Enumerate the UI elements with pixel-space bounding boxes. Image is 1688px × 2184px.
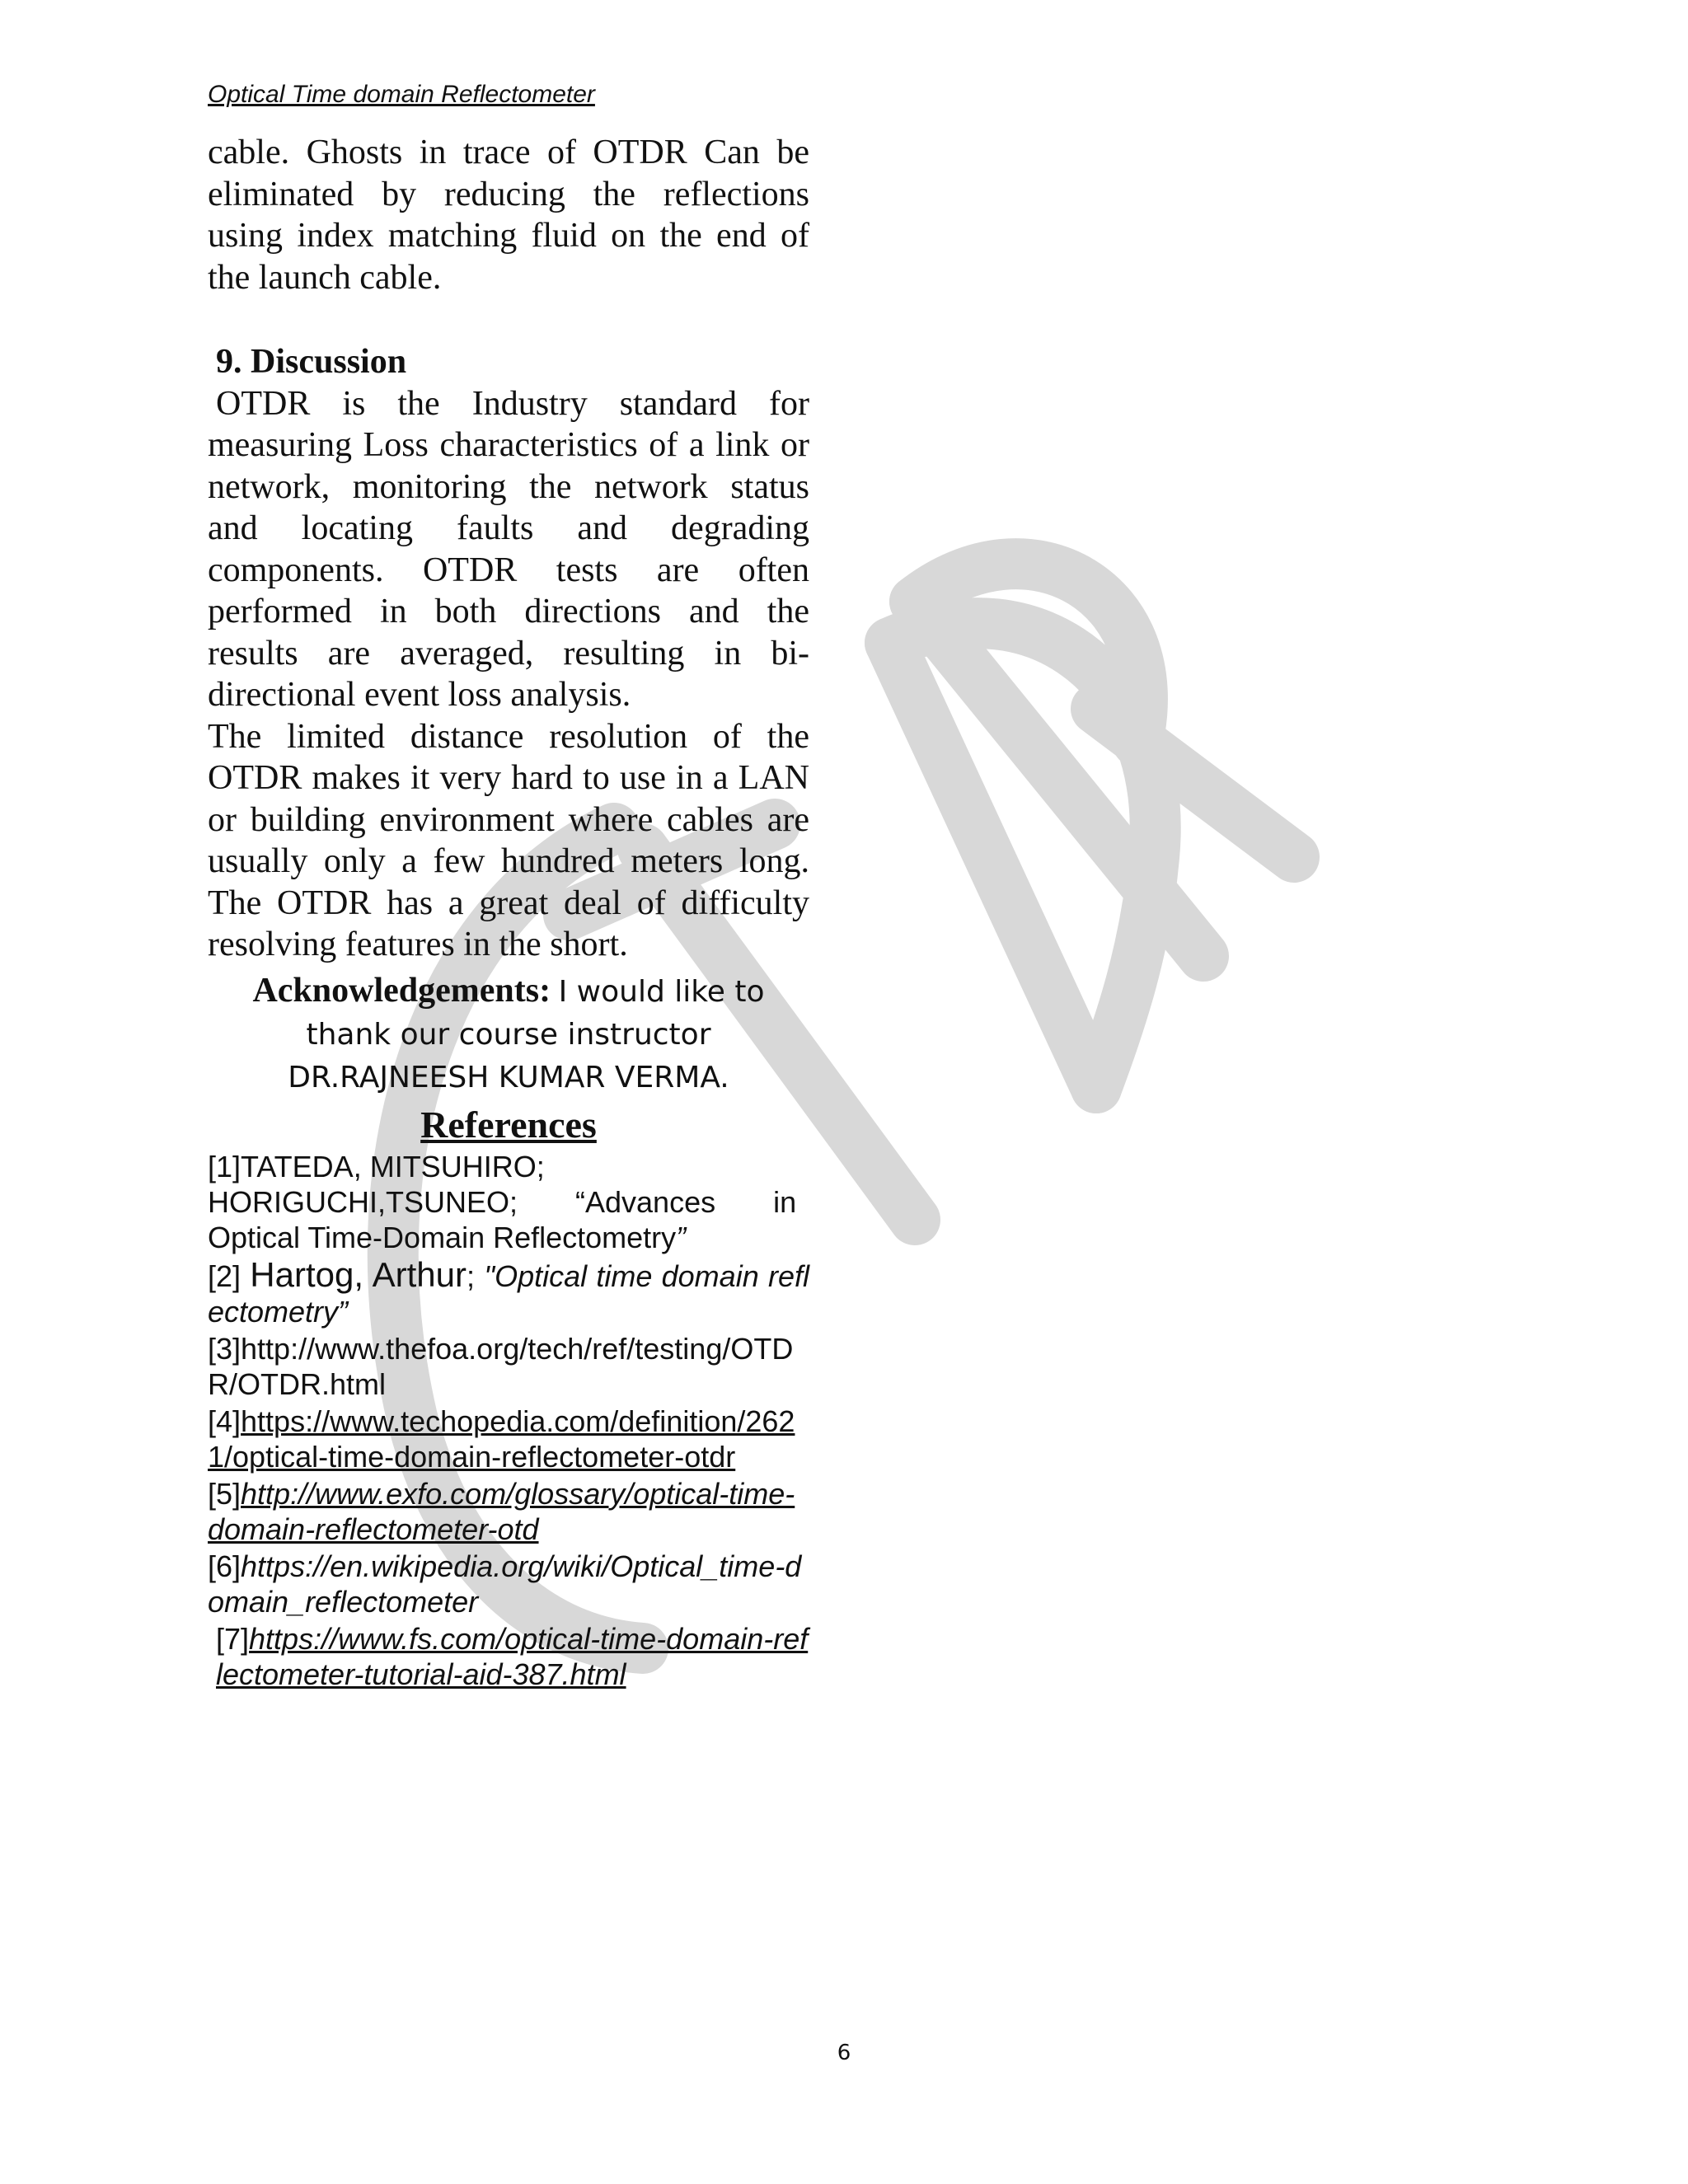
reference-1 [208,1149,809,1255]
acknowledgements-label: Acknowledgements: [252,971,551,1010]
reference-4-link[interactable]: https://www.techopedia.com/definition/2621/optical-time-domain-reflectometer-otdr [208,1404,795,1474]
reference-2-author: Hartog, Arthur [250,1254,467,1294]
reference-1-title: Optical Time-Domain Reflectometry [208,1220,677,1254]
reference-4-prefix: [4] [208,1404,241,1438]
reference-6-link[interactable]: https://en.wikipedia.org/wiki/Optical_time-domain_reflectometer [208,1549,802,1619]
reference-2-title: "Optical time domain reflectometry” [208,1258,809,1329]
reference-1-line-3 [208,1220,809,1255]
reference-2-prefix: [2] [208,1258,241,1293]
acknowledgements-line-1 [208,969,809,1014]
acknowledgements-text-3: DR.RAJNEESH KUMAR VERMA. [288,1060,729,1094]
discussion-body [208,383,809,966]
reference-3: [3]http://www.thefoa.org/tech/ref/testing/OTDR/OTDR.html [208,1331,794,1401]
discussion-paragraph-1: OTDR is the Industry standard for measuring Loss characteristics of a link or network, monitoring the network status and locating faults and degrading components. OTDR tests are often performed in both directions and the results are averaged, resulting in bi-directional event loss analysis. [208,384,809,714]
intro-paragraph [208,132,809,298]
acknowledgements-text-1: I would like to [558,974,765,1009]
running-header: Optical Time domain Reflectometer [208,81,595,108]
reference-7 [208,1621,809,1692]
acknowledgements [208,969,809,1099]
reference-1-line-1: [1]TATEDA, MITSUHIRO; [208,1149,545,1183]
reference-2 [208,1254,809,1329]
reference-1-line-2 [208,1184,809,1220]
reference-4 [208,1404,809,1474]
text-column [208,132,809,1694]
reference-7-link[interactable]: https://www.fs.com/optical-time-domain-reflectometer-tutorial-aid-387.html [216,1621,809,1691]
reference-1-authors: HORIGUCHI,TSUNEO; “Advances in [208,1184,797,1219]
references-heading: References [420,1103,597,1146]
reference-2-sep: ; [467,1258,476,1293]
reference-6-prefix: [6] [208,1549,241,1583]
discussion-heading: 9. Discussion [216,343,407,381]
reference-5 [208,1476,809,1547]
acknowledgements-text-2: thank our course instructor [306,1017,711,1052]
reference-1-quote: ” [676,1220,687,1254]
reference-5-prefix: [5] [208,1476,241,1511]
reference-6 [208,1549,809,1619]
page-number: 6 [837,2041,851,2065]
reference-7-prefix: [7] [216,1621,250,1656]
intro-paragraph-text: cable. Ghosts in trace of OTDR Can be eliminated by reducing the reflections using index matching fluid on the end of the launch cable. [208,134,809,297]
reference-5-link[interactable]: http://www.exfo.com/glossary/optical-time-domain-reflectometer-otd [208,1476,795,1546]
discussion-paragraph-2: The limited distance resolution of the OTDR makes it very hard to use in a LAN or building environment where cables are usually only a few hundred meters long. The OTDR has a great deal of difficulty resolving features in the short. [208,717,809,963]
references-list [208,1149,809,1692]
